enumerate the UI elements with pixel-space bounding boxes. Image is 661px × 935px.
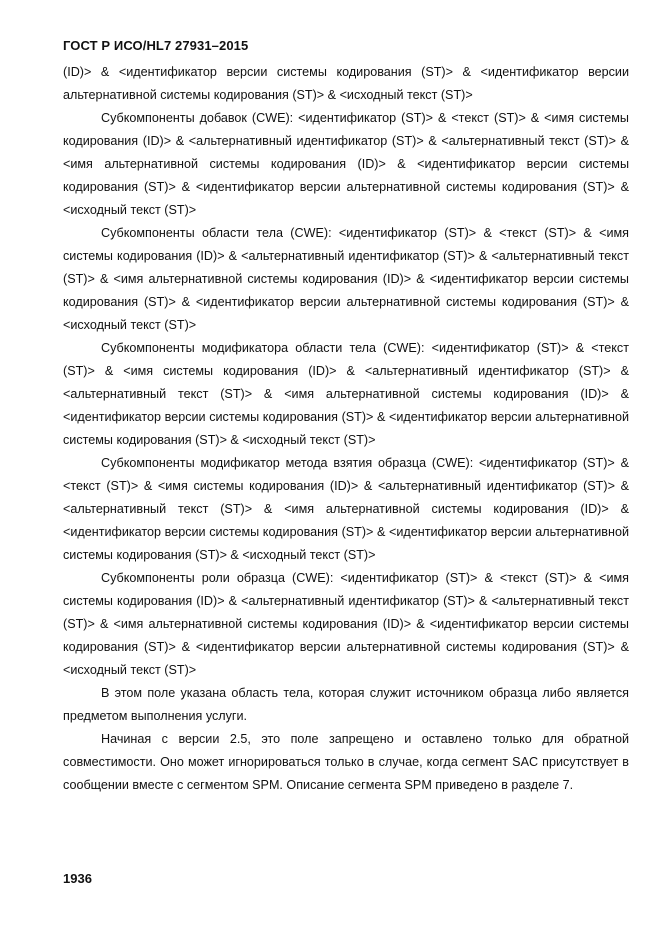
paragraph-field-description: В этом поле указана область тела, которая служит источником образца либо является предметом выполнения услуги. xyxy=(63,686,629,723)
paragraph-additives: Субкомпоненты добавок (CWE): <идентификатор (ST)> & <текст (ST)> & <имя системы кодирования (ID)> & <альтернативный идентификатор (ST)> & <альтернативный текст (ST)> & <имя альтернативной системы кодирования (ID)> & <идентификатор версии системы кодирования (ST)> & <идентификатор версии альтернативной системы кодирования (ST)> & <исходный текст (ST)> xyxy=(63,111,629,217)
paragraph-body-site: Субкомпоненты области тела (CWE): <идентификатор (ST)> & <текст (ST)> & <имя системы кодирования (ID)> & <альтернативный идентификатор (ST)> & <альтернативный текст (ST)> & <имя альтернативной системы кодирования (ID)> & <идентификатор версии системы кодирования (ST)> & <идентификатор версии альтернативной системы кодирования (ST)> & <исходный текст (ST)> xyxy=(63,226,629,332)
page-number: 1936 xyxy=(63,871,92,886)
paragraph-collection-method-modifier: Субкомпоненты модификатор метода взятия образца (CWE): <идентификатор (ST)> & <текст (ST)> & <имя системы кодирования (ID)> & <альтернативный идентификатор (ST)> & <альтернативный текст (ST)> & <имя альтернативной системы кодирования (ID)> & <идентификатор версии системы кодирования (ST)> & <идентификатор версии альтернативной системы кодирования (ST)> & <исходный текст (ST)> xyxy=(63,456,629,562)
document-header: ГОСТ Р ИСО/HL7 27931–2015 xyxy=(63,38,249,53)
document-body xyxy=(63,61,629,797)
paragraph-continuation: (ID)> & <идентификатор версии системы кодирования (ST)> & <идентификатор версии альтернативной системы кодирования (ST)> & <исходный текст (ST)> xyxy=(63,65,629,102)
paragraph-specimen-role: Субкомпоненты роли образца (CWE): <идентификатор (ST)> & <текст (ST)> & <имя системы кодирования (ID)> & <альтернативный идентификатор (ST)> & <альтернативный текст (ST)> & <имя альтернативной системы кодирования (ID)> & <идентификатор версии системы кодирования (ST)> & <идентификатор версии альтернативной системы кодирования (ST)> & <исходный текст (ST)> xyxy=(63,571,629,677)
paragraph-body-site-modifier: Субкомпоненты модификатора области тела (CWE): <идентификатор (ST)> & <текст (ST)> & <имя системы кодирования (ID)> & <альтернативный идентификатор (ST)> & <альтернативный текст (ST)> & <имя альтернативной системы кодирования (ID)> & <идентификатор версии системы кодирования (ST)> & <идентификатор версии альтернативной системы кодирования (ST)> & <исходный текст (ST)> xyxy=(63,341,629,447)
paragraph-compatibility-note: Начиная с версии 2.5, это поле запрещено и оставлено только для обратной совместимости. Оно может игнорироваться только в случае, когда сегмент SAC присутствует в сообщении вместе с сегментом SPM. Описание сегмента SPM приведено в разделе 7. xyxy=(63,732,629,792)
